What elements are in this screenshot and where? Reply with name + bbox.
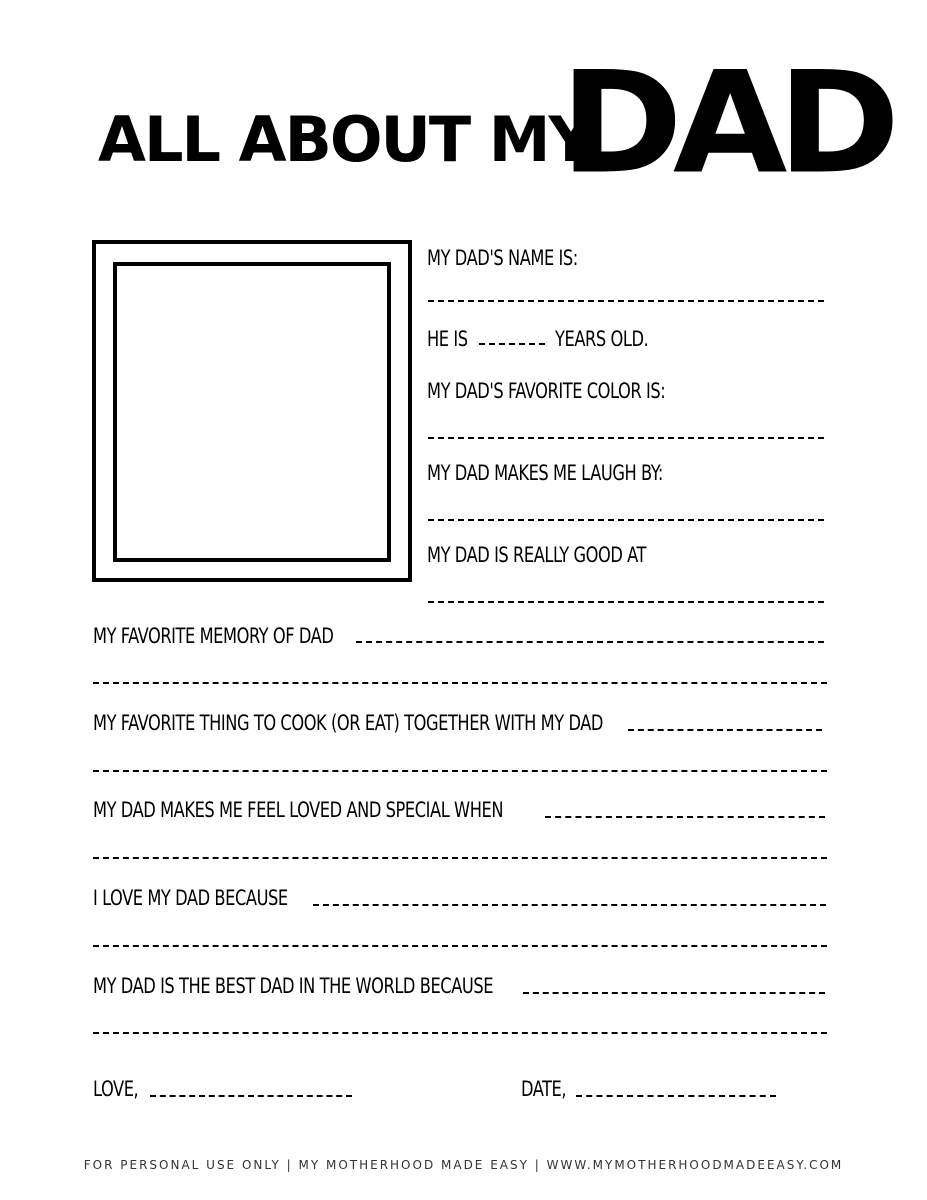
- page-title-dad: DAD: [560, 41, 891, 205]
- love-label: LOVE,: [93, 1077, 139, 1101]
- dad-color-blank[interactable]: [428, 437, 824, 439]
- dad-good-at-blank[interactable]: [428, 601, 824, 603]
- loved-blank-inline[interactable]: [545, 816, 825, 818]
- love-signature-blank[interactable]: [150, 1095, 352, 1097]
- dad-name-label: MY DAD'S NAME IS:: [427, 246, 578, 270]
- photo-frame-inner[interactable]: [113, 262, 391, 562]
- cook-blank-inline[interactable]: [628, 729, 822, 731]
- cook-label: MY FAVORITE THING TO COOK (OR EAT) TOGETHER WITH MY DAD: [93, 711, 603, 735]
- dad-laugh-label: MY DAD MAKES ME LAUGH BY:: [427, 461, 663, 485]
- dad-age-blank[interactable]: [479, 343, 545, 345]
- page-title: ALL ABOUT MY: [98, 103, 592, 176]
- footer-text: FOR PERSONAL USE ONLY | MY MOTHERHOOD MADE EASY | WWW.MYMOTHERHOODMADEEASY.COM: [83, 1158, 844, 1172]
- because-label: I LOVE MY DAD BECAUSE: [93, 886, 288, 910]
- because-blank-inline[interactable]: [313, 904, 826, 906]
- dad-age-label-pre: HE IS: [427, 327, 468, 351]
- date-blank[interactable]: [576, 1095, 776, 1097]
- dad-laugh-blank[interactable]: [428, 519, 824, 521]
- best-blank-inline[interactable]: [523, 992, 825, 994]
- dad-name-blank[interactable]: [428, 300, 824, 302]
- best-label: MY DAD IS THE BEST DAD IN THE WORLD BECAUSE: [93, 974, 494, 998]
- because-blank[interactable]: [93, 945, 827, 947]
- memory-blank[interactable]: [93, 682, 827, 684]
- dad-age-label-post: YEARS OLD.: [555, 327, 649, 351]
- dad-color-label: MY DAD'S FAVORITE COLOR IS:: [427, 379, 666, 403]
- memory-blank-inline[interactable]: [356, 641, 824, 643]
- best-blank[interactable]: [93, 1032, 827, 1034]
- loved-label: MY DAD MAKES ME FEEL LOVED AND SPECIAL WHEN: [93, 798, 504, 822]
- cook-blank[interactable]: [93, 770, 827, 772]
- memory-label: MY FAVORITE MEMORY OF DAD: [93, 624, 334, 648]
- date-label: DATE,: [521, 1077, 567, 1101]
- dad-good-at-label: MY DAD IS REALLY GOOD AT: [427, 543, 646, 567]
- loved-blank[interactable]: [93, 857, 827, 859]
